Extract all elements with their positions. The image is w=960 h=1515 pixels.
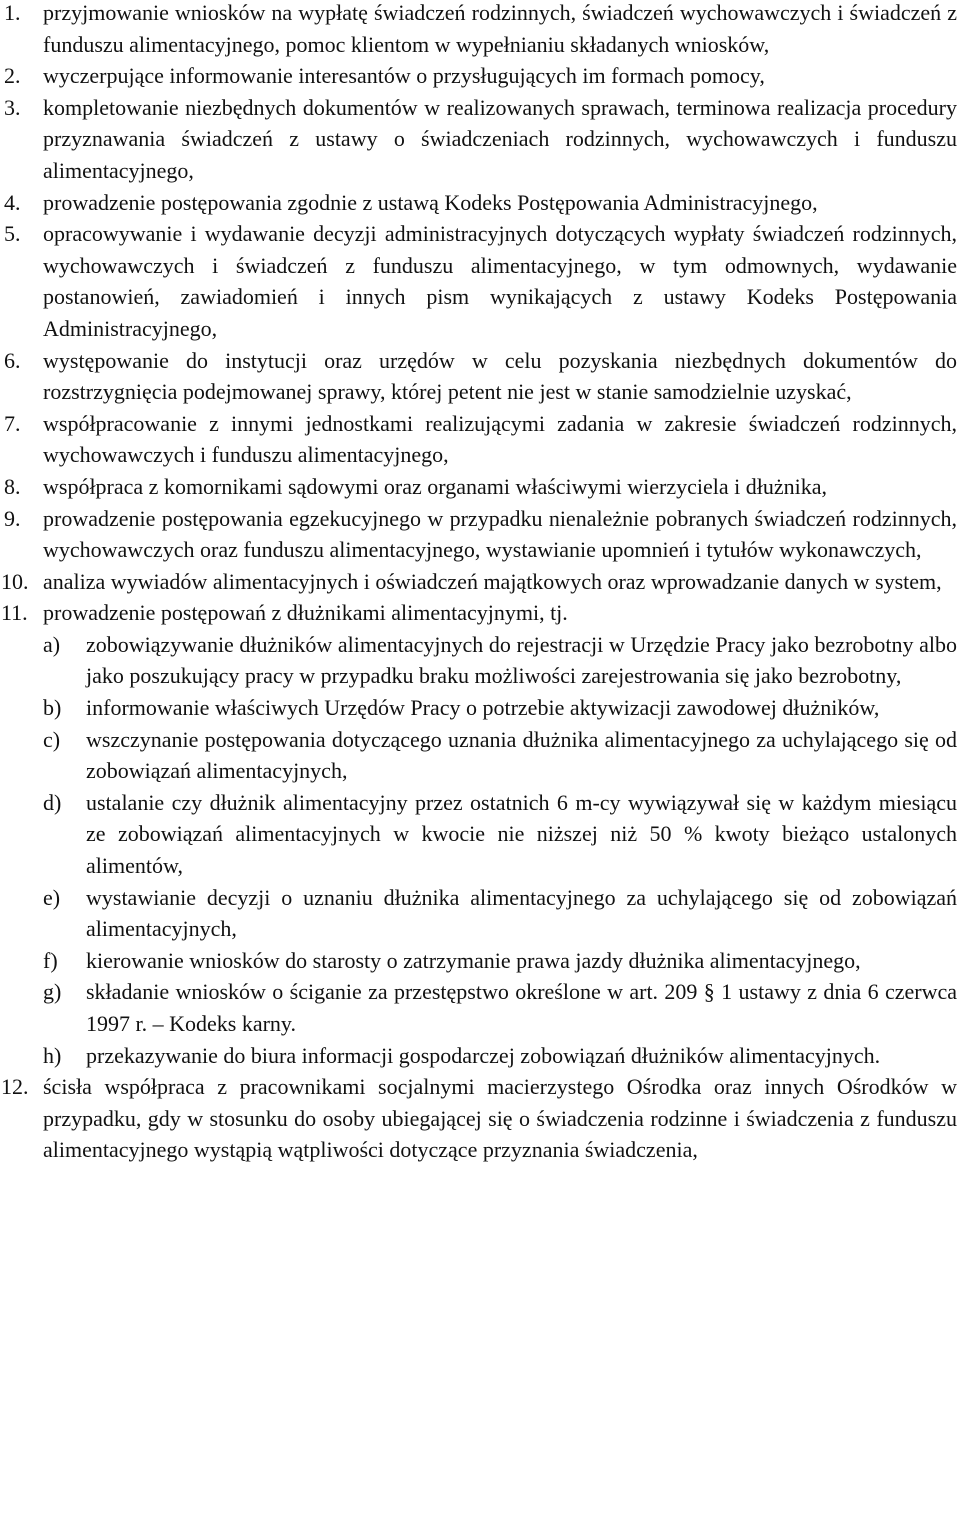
list-item: [0, 0, 957, 60]
item-text: przyjmowanie wniosków na wypłatę świadczeń rodzinnych, świadczeń wychowawczych i świadczeń z funduszu alimentacyjnego, pomoc klientom w wypełnianiu składanych wniosków,: [43, 0, 957, 57]
list-item: [0, 1071, 957, 1166]
sub-list-item: [43, 692, 957, 724]
item-number: 7.: [4, 410, 21, 436]
list-item: [0, 503, 957, 566]
item-text: wyczerpujące informowanie interesantów o przysługujących im formach pomocy,: [43, 63, 765, 89]
sub-list-item: [43, 882, 957, 945]
item-text: występowanie do instytucji oraz urzędów w celu pozyskania niezbędnych dokumentów do rozstrzygnięcia podejmowanej sprawy, której petent nie jest w stanie samodzielnie uzyskać,: [43, 347, 957, 405]
list-item: [0, 597, 957, 1071]
sublist: [43, 629, 957, 1071]
sub-list-item: [43, 1040, 957, 1072]
list-item: [0, 566, 957, 598]
item-number: 10.: [1, 568, 29, 594]
sub-list-item: [43, 976, 957, 1039]
item-text: kompletowanie niezbędnych dokumentów w realizowanych sprawach, terminowa realizacja procedury przyznawania świadczeń z ustawy o świadczeniach rodzinnych, wychowawczych i funduszu alimentacyjnego,: [43, 94, 957, 183]
item-number: 9.: [4, 505, 21, 531]
sub-item-text: informowanie właściwych Urzędów Pracy o potrzebie aktywizacji zawodowej dłużników,: [86, 695, 880, 721]
item-number: 8.: [4, 473, 21, 499]
sub-item-letter: h): [43, 1042, 62, 1068]
item-number: 6.: [4, 347, 21, 373]
sub-item-letter: a): [43, 631, 61, 657]
sub-item-letter: g): [43, 979, 62, 1005]
sub-item-letter: c): [43, 726, 61, 752]
item-number: 4.: [4, 189, 21, 215]
item-text: analiza wywiadów alimentacyjnych i oświadczeń majątkowych oraz wprowadzanie danych w system,: [43, 568, 942, 594]
sub-list-item: [43, 629, 957, 692]
sub-list-item: [43, 724, 957, 787]
sub-item-letter: e): [43, 884, 61, 910]
sub-item-letter: f): [43, 947, 58, 973]
list-item: [0, 92, 957, 187]
sub-item-text: ustalanie czy dłużnik alimentacyjny przez ostatnich 6 m-cy wywiązywał się w każdym miesiącu ze zobowiązań alimentacyjnych w kwocie nie niższej niż 50 % kwoty bieżąco ustalonych alimentów,: [86, 789, 957, 879]
item-text: współpraca z komornikami sądowymi oraz organami właściwymi wierzyciela i dłużnika,: [43, 473, 828, 499]
list-item: [0, 187, 957, 219]
sub-item-text: zobowiązywanie dłużników alimentacyjnych do rejestracji w Urzędzie Pracy jako bezrobotny albo jako poszukujący pracy w przypadku braku możliwości zarejestrowania się jako bezrobotny,: [86, 631, 957, 689]
item-text: opracowywanie i wydawanie decyzji administracyjnych dotyczących wypłaty świadczeń rodzinnych, wychowawczych i świadczeń z funduszu alimentacyjnego, w tym odmownych, wydawanie postanowień, zawiadomień i innych pism wynikających z ustawy Kodeks Postępowania Administracyjnego,: [43, 221, 957, 341]
sub-item-letter: b): [43, 695, 62, 721]
sub-item-text: kierowanie wniosków do starosty o zatrzymanie prawa jazdy dłużnika alimentacyjnego,: [86, 947, 861, 973]
item-text: współpracowanie z innymi jednostkami realizującymi zadania w zakresie świadczeń rodzinnych, wychowawczych i funduszu alimentacyjnego,: [43, 410, 957, 468]
item-number: 12.: [1, 1074, 29, 1100]
list-item: [0, 471, 957, 503]
sub-item-text: składanie wniosków o ściganie za przestępstwo określone w art. 209 § 1 ustawy z dnia 6 czerwca 1997 r. – Kodeks karny.: [86, 979, 957, 1036]
item-number: 3.: [4, 94, 21, 120]
item-text: prowadzenie postępowania egzekucyjnego w przypadku nienależnie pobranych świadczeń rodzinnych, wychowawczych oraz funduszu alimentacyjnego, wystawianie upomnień i tytułów wykonawczych,: [43, 505, 957, 563]
list-item: [0, 408, 957, 471]
item-number: 1.: [4, 0, 21, 25]
sub-list-item: [43, 945, 957, 977]
sub-item-text: wystawianie decyzji o uznaniu dłużnika alimentacyjnego za uchylającego się od zobowiązań alimentacyjnych,: [86, 884, 957, 942]
list-item: [0, 345, 957, 408]
list-item: [0, 60, 957, 92]
item-number: 11.: [1, 600, 28, 626]
sub-list-item: [43, 787, 957, 882]
sub-item-text: przekazywanie do biura informacji gospodarczej zobowiązań dłużników alimentacyjnych.: [86, 1042, 881, 1068]
item-text: ścisła współpraca z pracownikami socjalnymi macierzystego Ośrodka oraz innych Ośrodków w przypadku, gdy w stosunku do osoby ubiegającej się o świadczenia rodzinne i świadczenia z funduszu alimentacyjnego wystąpią wątpliwości dotyczące przyznania świadczenia,: [43, 1074, 957, 1163]
sub-item-letter: d): [43, 789, 62, 815]
item-number: 5.: [4, 221, 21, 247]
item-text: prowadzenie postępowań z dłużnikami alimentacyjnymi, tj.: [43, 600, 568, 626]
item-text: prowadzenie postępowania zgodnie z ustawą Kodeks Postępowania Administracyjnego,: [43, 189, 818, 215]
list-item: [0, 218, 957, 344]
item-number: 2.: [4, 63, 21, 89]
sub-item-text: wszczynanie postępowania dotyczącego uznania dłużnika alimentacyjnego za uchylającego się od zobowiązań alimentacyjnych,: [86, 726, 957, 784]
